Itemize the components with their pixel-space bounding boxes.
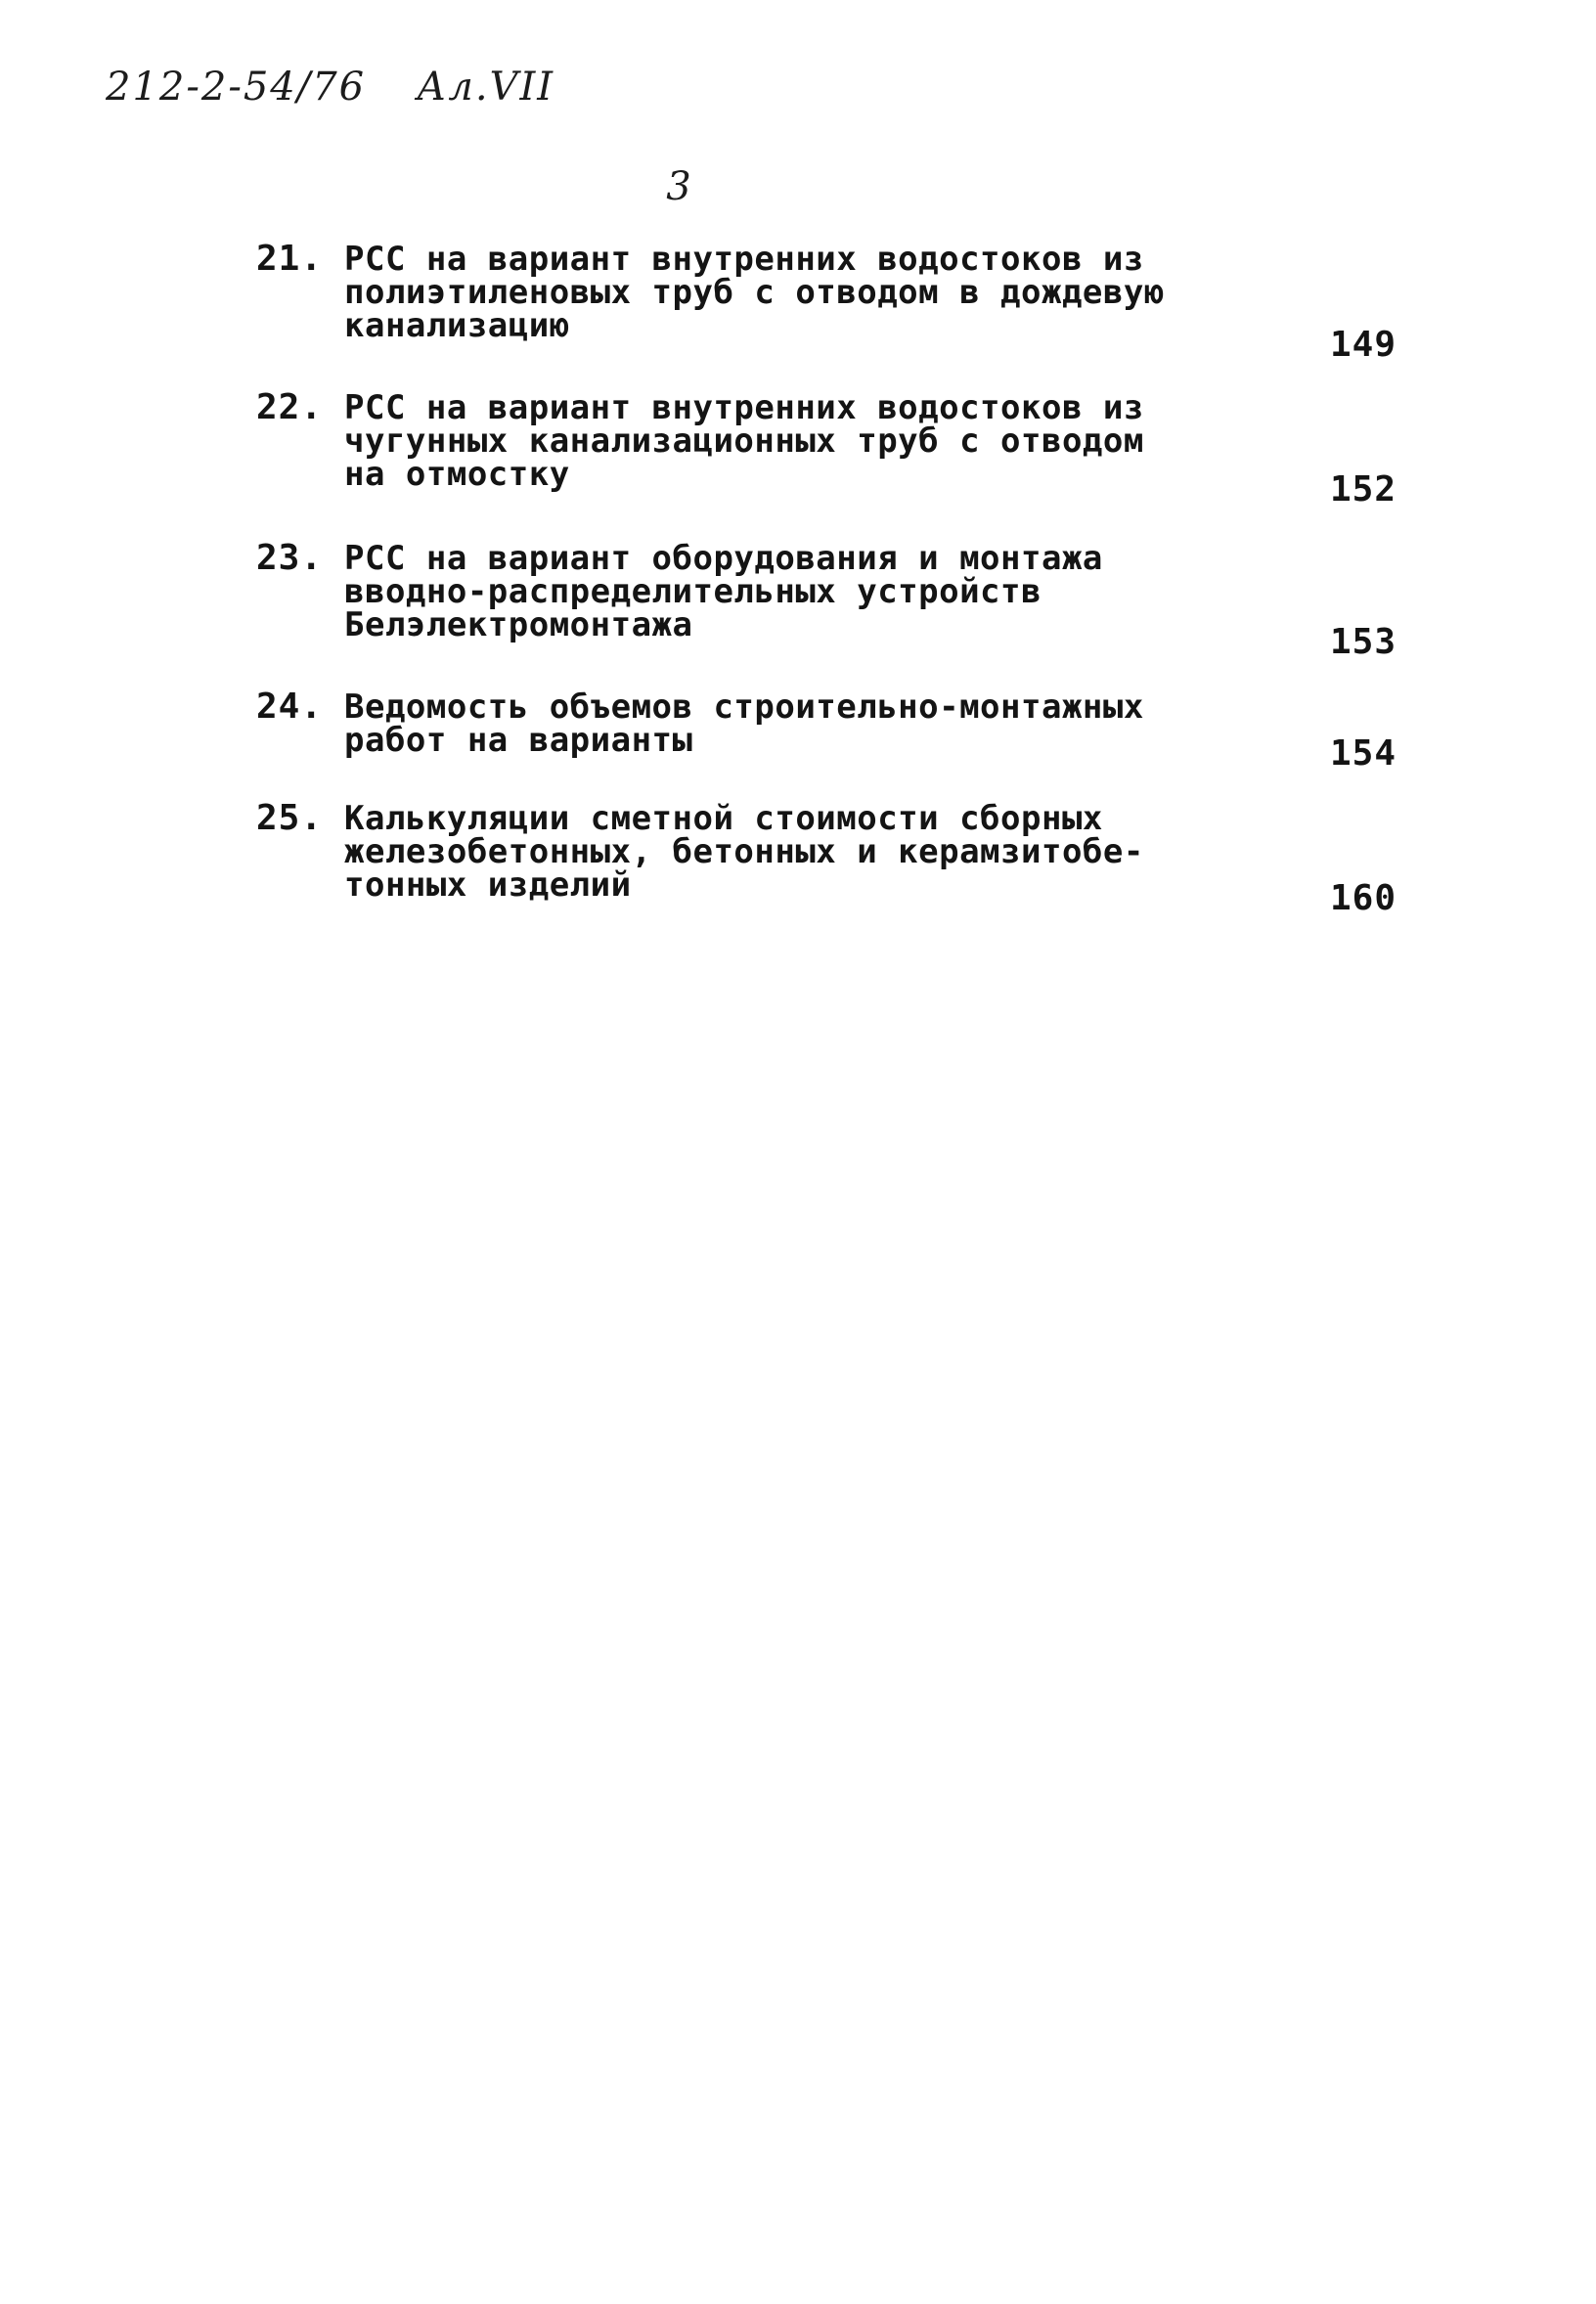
toc-entry-line: тонных изделий [344,865,632,905]
toc-entry-title [344,240,1205,345]
toc-entry-line: РСС на вариант внутренних водостоков из [344,388,1144,427]
toc-entry-line: Белэлектромонтажа [344,605,693,644]
toc-entry-page: 153 [1329,622,1396,662]
toc-entry-line: Калькуляции сметной стоимости сборных [344,799,1103,838]
toc-entry-page: 154 [1329,733,1396,774]
toc-entry-page: 160 [1329,878,1396,918]
handwritten-header [106,65,554,110]
toc-entry [256,387,1410,510]
page-number: 3 [666,164,691,209]
toc-entry-line: чугунных канализационных труб с отводом [344,421,1144,461]
toc-entry-title [344,388,1205,494]
toc-entry-title [344,539,1205,644]
toc-entry-line: Ведомость объемов строительно-монтажных [344,687,1144,727]
toc-entry [256,239,1410,365]
toc-entry-line: вводно-распределительных устройств [344,572,1042,611]
toc-entry-number: 23. [256,538,324,578]
toc-entry-number: 24. [256,687,324,727]
toc-entry-line: на отмостку [344,455,570,494]
toc-entry-line: РСС на вариант внутренних водостоков из [344,240,1144,279]
toc-entry-number: 22. [256,387,324,427]
toc-entry-page: 149 [1329,325,1396,365]
toc-entry-page: 152 [1329,469,1396,510]
toc-entry-line: железобетонных, бетонных и керамзитобе- [344,832,1144,871]
toc-entry-line: РСС на вариант оборудования и монтажа [344,539,1103,578]
toc-entry [256,687,1410,774]
toc-entry-title [344,687,1205,760]
toc-entry [256,538,1410,662]
sheet-label: Ал.VII [417,65,555,110]
toc-entry-line: работ на варианты [344,721,693,760]
toc-entry-number: 21. [256,239,324,279]
document-code: 212-2-54/76 [106,65,367,110]
toc-entry-title [344,799,1205,905]
table-of-contents [256,239,1410,918]
toc-entry-line: полиэтиленовых труб с отводом в дождевую [344,273,1165,312]
toc-entry-line: канализацию [344,306,570,345]
toc-entry-number: 25. [256,798,324,838]
toc-entry [256,798,1410,918]
